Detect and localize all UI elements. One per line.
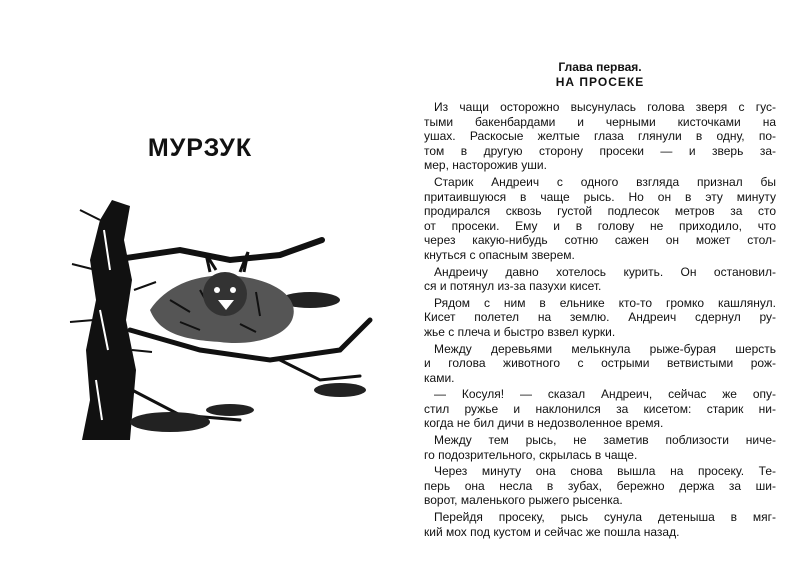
text-line: продирался сквозь густой подлесок метров за сто — [424, 204, 776, 219]
text-line: Между тем рысь, не заметив поблизости ниче- — [434, 433, 776, 448]
text-line: Рядом с ним в ельнике кто-то громко кашлянул. — [434, 295, 776, 310]
text-line: ками. — [424, 370, 455, 385]
lynx-head — [203, 272, 247, 316]
text-line: мер, насторожив уши. — [424, 158, 547, 173]
chapter-heading — [424, 60, 776, 90]
text-line: жье с плеча и быстро взвел курки. — [424, 324, 616, 339]
text-line: кнуться с опасным зверем. — [424, 247, 575, 262]
paragraph — [424, 175, 776, 263]
text-line: Из чащи осторожно высунулась голова зверя с гус- — [434, 100, 776, 114]
branch-upper — [126, 240, 322, 260]
text-line: ся и потянул из-за пазухи кисет. — [424, 279, 602, 294]
paragraph — [424, 387, 776, 431]
chapter-title: НА ПРОСЕКЕ — [555, 75, 645, 89]
text-line: Через минуту она снова вышла на просеку. Те- — [434, 464, 776, 479]
paragraph — [424, 296, 776, 340]
text-line: Перейдя просеку, рысь сунула детеныша в мяг- — [434, 510, 776, 525]
text-line: Старик Андреич с одного взгляда признал бы — [434, 174, 776, 189]
paragraph — [424, 265, 776, 294]
text-line: стил ружье и наклонился за кисетом: старик ни- — [424, 401, 776, 416]
chapter-body — [424, 100, 776, 541]
text-line: кий мох под кустом и сейчас же пошла назад. — [424, 524, 680, 539]
paragraph — [424, 342, 776, 386]
text-line: когда не бил дичи в недозволенное время. — [424, 416, 664, 431]
paragraph — [424, 510, 776, 539]
text-line: через какую-нибудь сотню сажен он может стол- — [424, 233, 776, 248]
text-line: перь она несла в зубах, бережно держа за ши- — [424, 478, 776, 493]
text-line: Андреичу давно хотелось курить. Он остановил- — [434, 264, 776, 279]
lynx-eye-left — [214, 287, 220, 293]
branch-right — [280, 360, 360, 380]
paragraph — [424, 433, 776, 462]
text-line: го подозрительного, скрылась в чаще. — [424, 447, 638, 462]
text-line: — Косуля! — сказал Андреич, сейчас же опу- — [434, 387, 776, 402]
lynx-eye-right — [230, 287, 236, 293]
text-line: ворот, маленького рыжего рысенка. — [424, 493, 623, 508]
lynx-in-tree-illustration — [60, 200, 380, 440]
paragraph — [424, 100, 776, 173]
text-line: и голова животного с острыми ветвистыми рож- — [424, 356, 776, 371]
text-line: Между деревьями мелькнула рыже-бурая шерсть — [434, 341, 776, 356]
text-line: Кисет полетел на землю. Андреич сдернул ру- — [424, 310, 776, 325]
text-line: от просеки. Ему и в голову не приходило, что — [424, 218, 776, 233]
text-line: притаившуюся в чаще рысь. Но он в эту минуту — [424, 189, 776, 204]
text-line: ушах. Раскосые желтые глаза глянули в одну, по- — [424, 129, 776, 144]
text-line: том в другую сторону просеки — и зверь за- — [424, 143, 776, 158]
chapter-label: Глава первая. — [558, 60, 642, 74]
paragraph — [424, 464, 776, 508]
right-page — [400, 0, 800, 578]
text-line: тыми бакенбардами и черными кисточками на — [424, 114, 776, 129]
book-title: МУРЗУК — [147, 134, 253, 162]
